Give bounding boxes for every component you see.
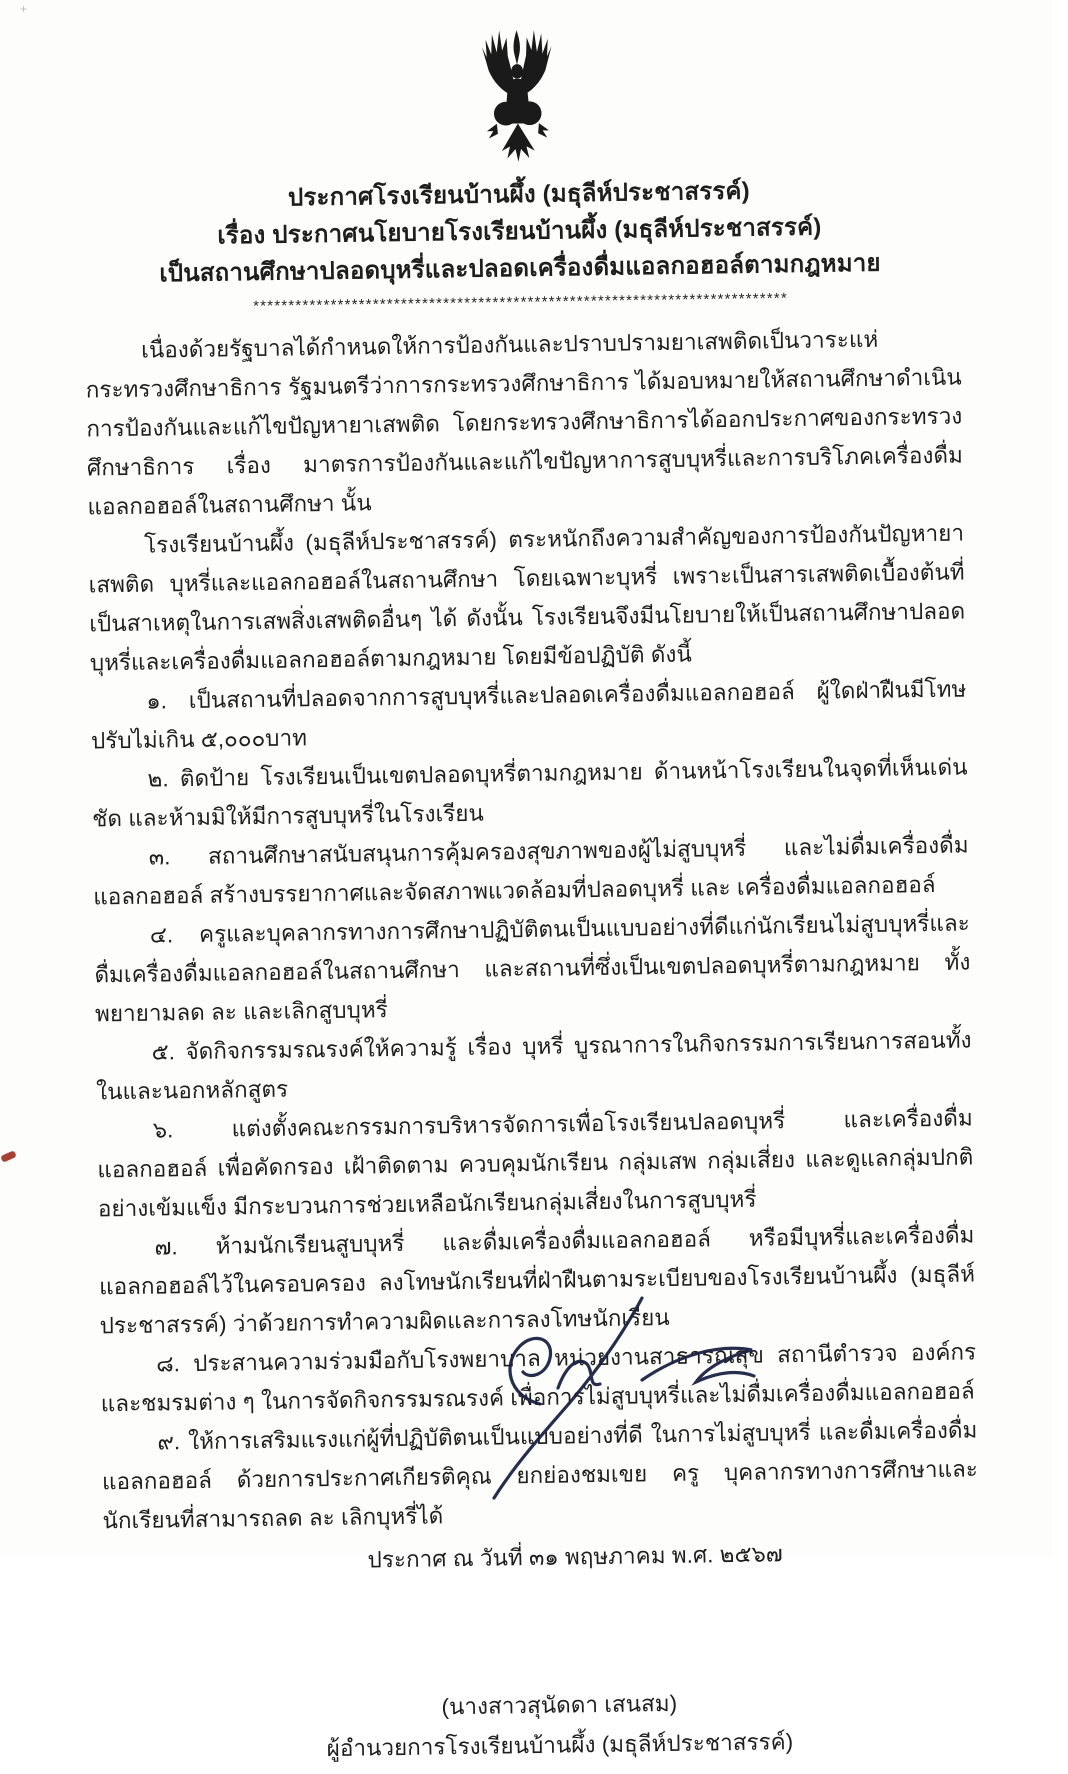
policy-item-8: ๘. ประสานความร่วมมือกับโรงพยาบาล หน่วยงานสาธารณสุข สถานีตำรวจ องค์กรและชมรมต่าง ๆ ในการจัดกิจกรรมรณรงค์ เพื่อการไม่สูบบุหรี่และไม่ดื่มเครื่องดื่มแอลกอฮอล์ bbox=[100, 1339, 977, 1417]
title-line-announcement: ประกาศโรงเรียนบ้านผึ้ง (มธุลีห์ประชาสรรค์) bbox=[287, 177, 751, 212]
policy-item-3: ๓. สถานศึกษาสนับสนุนการคุ้มครองสุขภาพของผู้ไม่สูบบุหรี่ และไม่ดื่มเครื่องดื่มแอลกอฮอล์ สร้างบรรยากาศและจัดสภาพแวดล้อมที่ปลอดบุหรี่ และ เครื่องดื่มแอลกอฮอล์ bbox=[93, 832, 969, 910]
handwritten-signature-icon bbox=[390, 1284, 790, 1512]
signature-space bbox=[14, 1570, 1067, 1694]
announcement-date-line: ประกาศ ณ วันที่ ๓๑ พฤษภาคม พ.ศ. ๒๕๖๗ bbox=[367, 1541, 783, 1573]
signatory-position: ผู้อำนวยการโรงเรียนบ้านผึ้ง (มธุลีห์ประชาสรรค์) bbox=[326, 1729, 794, 1762]
paragraph-rationale: โรงเรียนบ้านผึ้ง (มธุลีห์ประชาสรรค์) ตระหนักถึงความสำคัญของการป้องกันปัญหายาเสพติด บุหรี่และแอลกอฮอล์ในสถานศึกษา โดยเฉพาะบุหรี่ เพราะเป็นสารเสพติดเบื้องต้นที่เป็นสาเหตุในการเสพสิ่งเสพติดอื่นๆ ได้ ดังนั้น โรงเรียนจึงมีนโยบายให้เป็นสถานศึกษาปลอดบุหรี่และเครื่องดื่มแอลกอฮอล์ตามกฎหมาย โดยมีข้อปฏิบัติ ดังนี้ bbox=[88, 520, 966, 676]
policy-item-5: ๕. จัดกิจกรรมรณรงค์ให้ความรู้ เรื่อง บุหรี่ บูรณาการในกิจกรรมการเรียนการสอนทั้งในและนอกหลักสูตร bbox=[96, 1027, 972, 1105]
paragraph-preamble: เนื่องด้วยรัฐบาลได้กำหนดให้การป้องกันและปราบปรามยาเสพติดเป็นวาระแห่กระทรวงศึกษาธิการ รัฐมนตรีว่าการกระทรวงศึกษาธิการ ได้มอบหมายให้สถานศึกษาดำเนินการป้องกันและแก้ไขปัญหายาเสพติด โดยกระทรวงศึกษาธิการได้ออกประกาศของกระทรวงศึกษาธิการ เรื่อง มาตรการป้องกันและแก้ไขปัญหาการสูบบุหรี่และการบริโภคเครื่องดื่มแอลกอฮอล์ในสถานศึกษา นั้น bbox=[85, 326, 964, 520]
policy-item-4: ๔. ครูและบุคลากรทางการศึกษาปฏิบัติตนเป็นแบบอย่างที่ดีแก่นักเรียนไม่สูบบุหรี่และดื่มเครื่องดื่มแอลกอฮอล์ในสถานศึกษา และสถานที่ซึ่งเป็นเขตปลอดบุหรี่ตามกฎหมาย ทั้งพยายามลด ละ และเลิกสูบบุหรี่ bbox=[94, 910, 971, 1027]
policy-item-9: ๙. ให้การเสริมแรงแก่ผู้ที่ปฏิบัติตนเป็นแบบอย่างที่ดี ในการไม่สูบบุหรี่ และดื่มเครื่องดื่มแอลกอฮอล์ ด้วยการประกาศเกียรติคุณ ยกย่องชมเขย ครู บุคลากรทางการศึกษาและนักเรียนที่สามารถลด ละ เลิกบุหรี่ได้ bbox=[101, 1417, 979, 1534]
title-line-subject: เรื่อง ประกาศนโยบายโรงเรียนบ้านผึ้ง (มธุลีห์ประชาสรรค์) bbox=[217, 213, 822, 250]
garuda-emblem-icon bbox=[452, 25, 582, 167]
policy-item-6: ๖. แต่งตั้งคณะกรรมการบริหารจัดการเพื่อโรงเรียนปลอดบุหรี่ และเครื่องดื่มแอลกอฮอล์ เพื่อคัดกรอง เฝ้าติดตาม ควบคุมนักเรียน กลุ่มเสพ กลุ่มเสี่ยง และดูแลกลุ่มปกติอย่างเข้มแข็ง มีกระบวนการช่วยเหลือนักเรียนกลุ่มเสี่ยงในการสูบบุหรี่ bbox=[97, 1105, 974, 1222]
policy-item-1: ๑. เป็นสถานที่ปลอดจากการสูบบุหรี่และปลอดเครื่องดื่มแอลกอฮอล์ ผู้ใดฝ่าฝืนมีโทษปรับไม่เกิน ๕,๐๐๐บาท bbox=[90, 676, 967, 754]
emblem-container bbox=[0, 0, 1044, 176]
registration-cross-mark: + bbox=[20, 2, 28, 16]
title-line-policy: เป็นสถานศึกษาปลอดบุหรี่และปลอดเครื่องดื่มแอลกอฮอล์ตามกฎหมาย bbox=[159, 249, 881, 288]
document-title-block bbox=[0, 168, 1046, 295]
signatory-name: (นางสาวสุนัดดา เสนสม) bbox=[441, 1690, 678, 1720]
policy-item-7: ๗. ห้ามนักเรียนสูบบุหรี่ และดื่มเครื่องดื่มแอลกอฮอล์ หรือมีบุหรี่และเครื่องดื่มแอลกอฮอล์ไว้ในครอบครอง ลงโทษนักเรียนที่ฝ่าฝืนตามระเบียบของโรงเรียนบ้านผึ้ง (มธุลีห์ประชาสรรค์) ว่าด้วยการทำความผิดและการลงโทษนักเรียน bbox=[98, 1222, 976, 1339]
policy-item-2: ๒. ติดป้าย โรงเรียนเป็นเขตปลอดบุหรี่ตามกฎหมาย ด้านหน้าโรงเรียนในจุดที่เห็นเด่นชัด และห้ามมิให้มีการสูบบุหรี่ในโรงเรียน bbox=[91, 754, 968, 832]
asterisk-separator: **************************************************************************** bbox=[253, 290, 789, 316]
